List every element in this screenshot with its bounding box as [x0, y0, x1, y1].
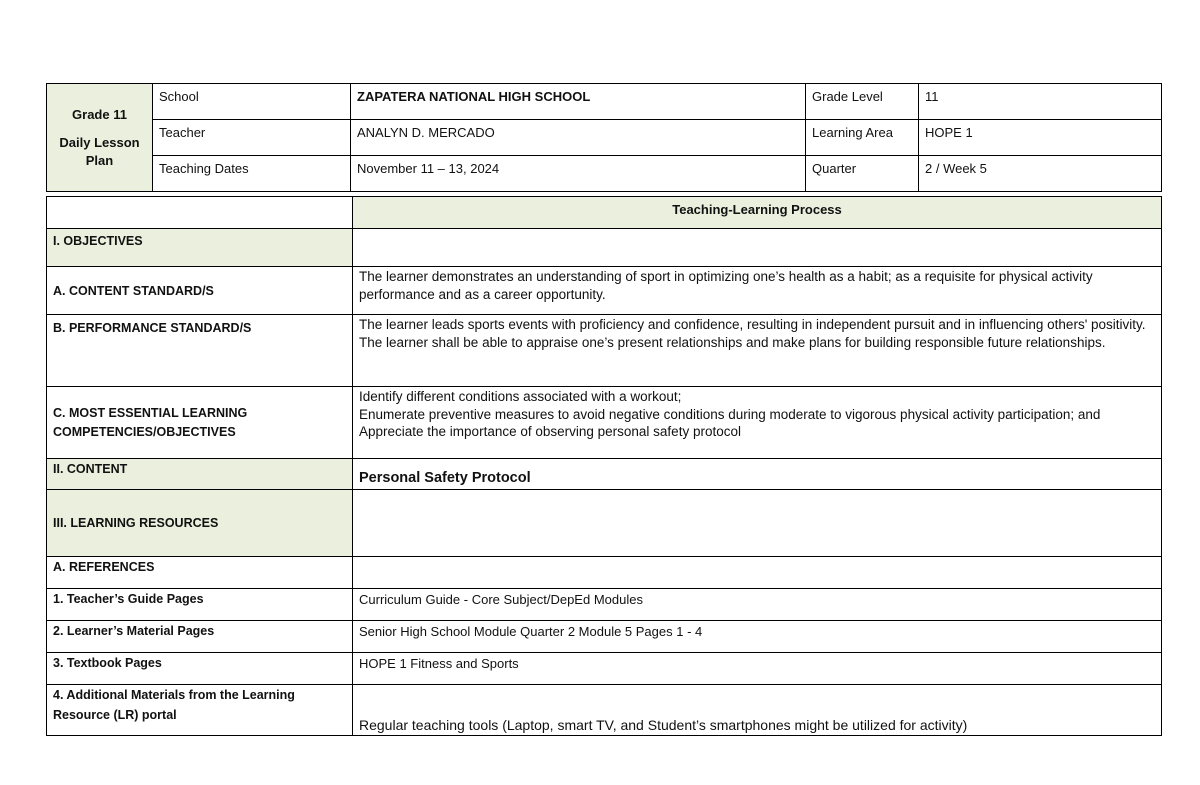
textbook-value: HOPE 1 Fitness and Sports — [353, 653, 1162, 685]
grade-title: Grade 11 — [72, 106, 127, 122]
school-value: ZAPATERA NATIONAL HIGH SCHOOL — [351, 84, 806, 120]
references-value — [353, 557, 1162, 589]
objectives-label: I. OBJECTIVES — [47, 229, 353, 267]
melc-label-line2: COMPETENCIES/OBJECTIVES — [53, 424, 236, 439]
lesson-plan-title — [47, 84, 153, 192]
lesson-plan-main-table — [46, 196, 1162, 736]
content-value: Personal Safety Protocol — [353, 459, 1162, 490]
performance-standard-2: The learner shall be able to appraise one’s present relationships and make plans for building responsible future relationships. — [359, 334, 1106, 350]
melc-item-3: Appreciate the importance of observing personal safety protocol — [359, 424, 741, 439]
daily-lesson-title: Daily Lesson — [59, 134, 140, 150]
teacher-label: Teacher — [153, 120, 351, 156]
additional-materials-value: Regular teaching tools (Laptop, smart TV, and Student’s smartphones might be utilized for activity) — [353, 685, 1162, 736]
grade-level-value: 11 — [919, 84, 1162, 120]
content-standards-label: A. CONTENT STANDARD/S — [47, 267, 353, 315]
melc-label — [47, 387, 353, 459]
quarter-label: Quarter — [806, 156, 919, 192]
lesson-plan-header-table — [46, 83, 1162, 192]
melc-item-1: Identify different conditions associated with a workout; — [359, 389, 682, 404]
quarter-value: 2 / Week 5 — [919, 156, 1162, 192]
learning-resources-value — [353, 490, 1162, 557]
plan-title: Plan — [85, 152, 114, 168]
teachers-guide-value: Curriculum Guide - Core Subject/DepEd Modules — [353, 589, 1162, 621]
teaching-dates-label: Teaching Dates — [153, 156, 351, 192]
references-label: A. REFERENCES — [47, 557, 353, 589]
teachers-guide-label: 1. Teacher’s Guide Pages — [47, 589, 353, 621]
learning-area-label: Learning Area — [806, 120, 919, 156]
additional-materials-label — [47, 685, 353, 736]
melc-item-2: Enumerate preventive measures to avoid negative conditions during moderate to vigorous physical activity participation; and — [359, 406, 1101, 422]
content-label: II. CONTENT — [47, 459, 353, 490]
content-standards-text: The learner demonstrates an understanding of sport in optimizing one’s health as a habit; as a requisite for physical activity performance and as a career opportunity. — [353, 267, 1162, 315]
teacher-value: ANALYN D. MERCADO — [351, 120, 806, 156]
learners-material-value: Senior High School Module Quarter 2 Module 5 Pages 1 - 4 — [353, 621, 1162, 653]
learning-area-value: HOPE 1 — [919, 120, 1162, 156]
performance-standards-cell — [353, 315, 1162, 387]
objectives-value — [353, 229, 1162, 267]
learners-material-label: 2. Learner’s Material Pages — [47, 621, 353, 653]
teaching-dates-value: November 11 – 13, 2024 — [351, 156, 806, 192]
grade-level-label: Grade Level — [806, 84, 919, 120]
textbook-label: 3. Textbook Pages — [47, 653, 353, 685]
blank-header-cell — [47, 197, 353, 229]
learning-resources-label: III. LEARNING RESOURCES — [47, 490, 353, 557]
additional-materials-label-line2: Resource (LR) portal — [53, 708, 177, 722]
additional-materials-label-line1: 4. Additional Materials from the Learning — [53, 688, 295, 702]
performance-standard-1: The learner leads sports events with proficiency and confidence, resulting in independent pursuit and in influencing others' positivity. — [359, 317, 1146, 332]
process-header: Teaching-Learning Process — [353, 197, 1162, 229]
school-label: School — [153, 84, 351, 120]
performance-standards-label: B. PERFORMANCE STANDARD/S — [47, 315, 353, 387]
melc-label-line1: C. MOST ESSENTIAL LEARNING — [53, 405, 248, 420]
melc-cell — [353, 387, 1162, 459]
